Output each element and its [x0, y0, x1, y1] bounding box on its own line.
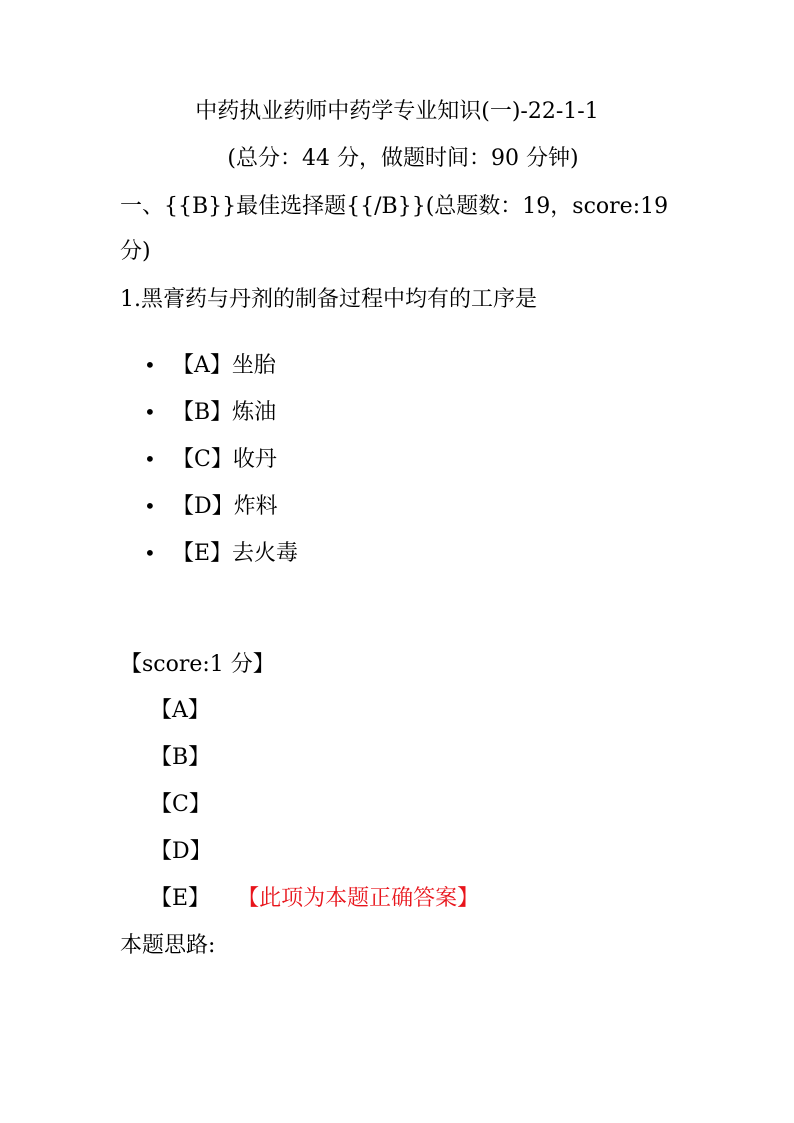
- bullet-icon: •: [144, 400, 156, 424]
- option-label: 【C】收丹: [172, 447, 277, 472]
- answer-choice-d: 【D】: [150, 839, 212, 864]
- answer-choice-e-row: [150, 884, 479, 914]
- bullet-icon: •: [144, 353, 156, 377]
- answer-choice-a: 【A】: [150, 698, 210, 723]
- bullet-icon: •: [144, 541, 156, 565]
- option-a: [144, 350, 276, 381]
- answer-choice-e: 【E】: [150, 886, 211, 911]
- answer-choice-c: 【C】: [150, 792, 211, 817]
- document-subtitle: (总分：44 分，做题时间：90 分钟): [227, 146, 579, 171]
- answer-choice-b: 【B】: [150, 745, 211, 770]
- bullet-icon: •: [144, 447, 156, 471]
- option-c: [144, 444, 277, 475]
- option-b: [144, 397, 276, 428]
- question-text: 1.黑膏药与丹剂的制备过程中均有的工序是: [120, 287, 537, 312]
- option-label: 【D】炸料: [172, 494, 278, 519]
- correct-answer-note: 【此项为本题正确答案】: [248, 886, 480, 911]
- option-label: 【A】坐胎: [172, 353, 276, 378]
- option-d: [144, 491, 278, 522]
- section-heading: 一、{{B}}最佳选择题{{/B}}(总题数：19，score:19: [120, 194, 669, 219]
- document-title: 中药执业药师中药学专业知识(一)-22-1-1: [195, 99, 599, 124]
- bullet-icon: •: [144, 494, 156, 518]
- option-label: 【B】炼油: [172, 400, 277, 425]
- explanation-label: 本题思路:: [120, 933, 216, 958]
- score-label: 【score:1 分】: [120, 652, 275, 677]
- option-label: 【E】去火毒: [172, 541, 299, 566]
- section-heading-continued: 分): [120, 239, 151, 264]
- option-e: [144, 538, 298, 569]
